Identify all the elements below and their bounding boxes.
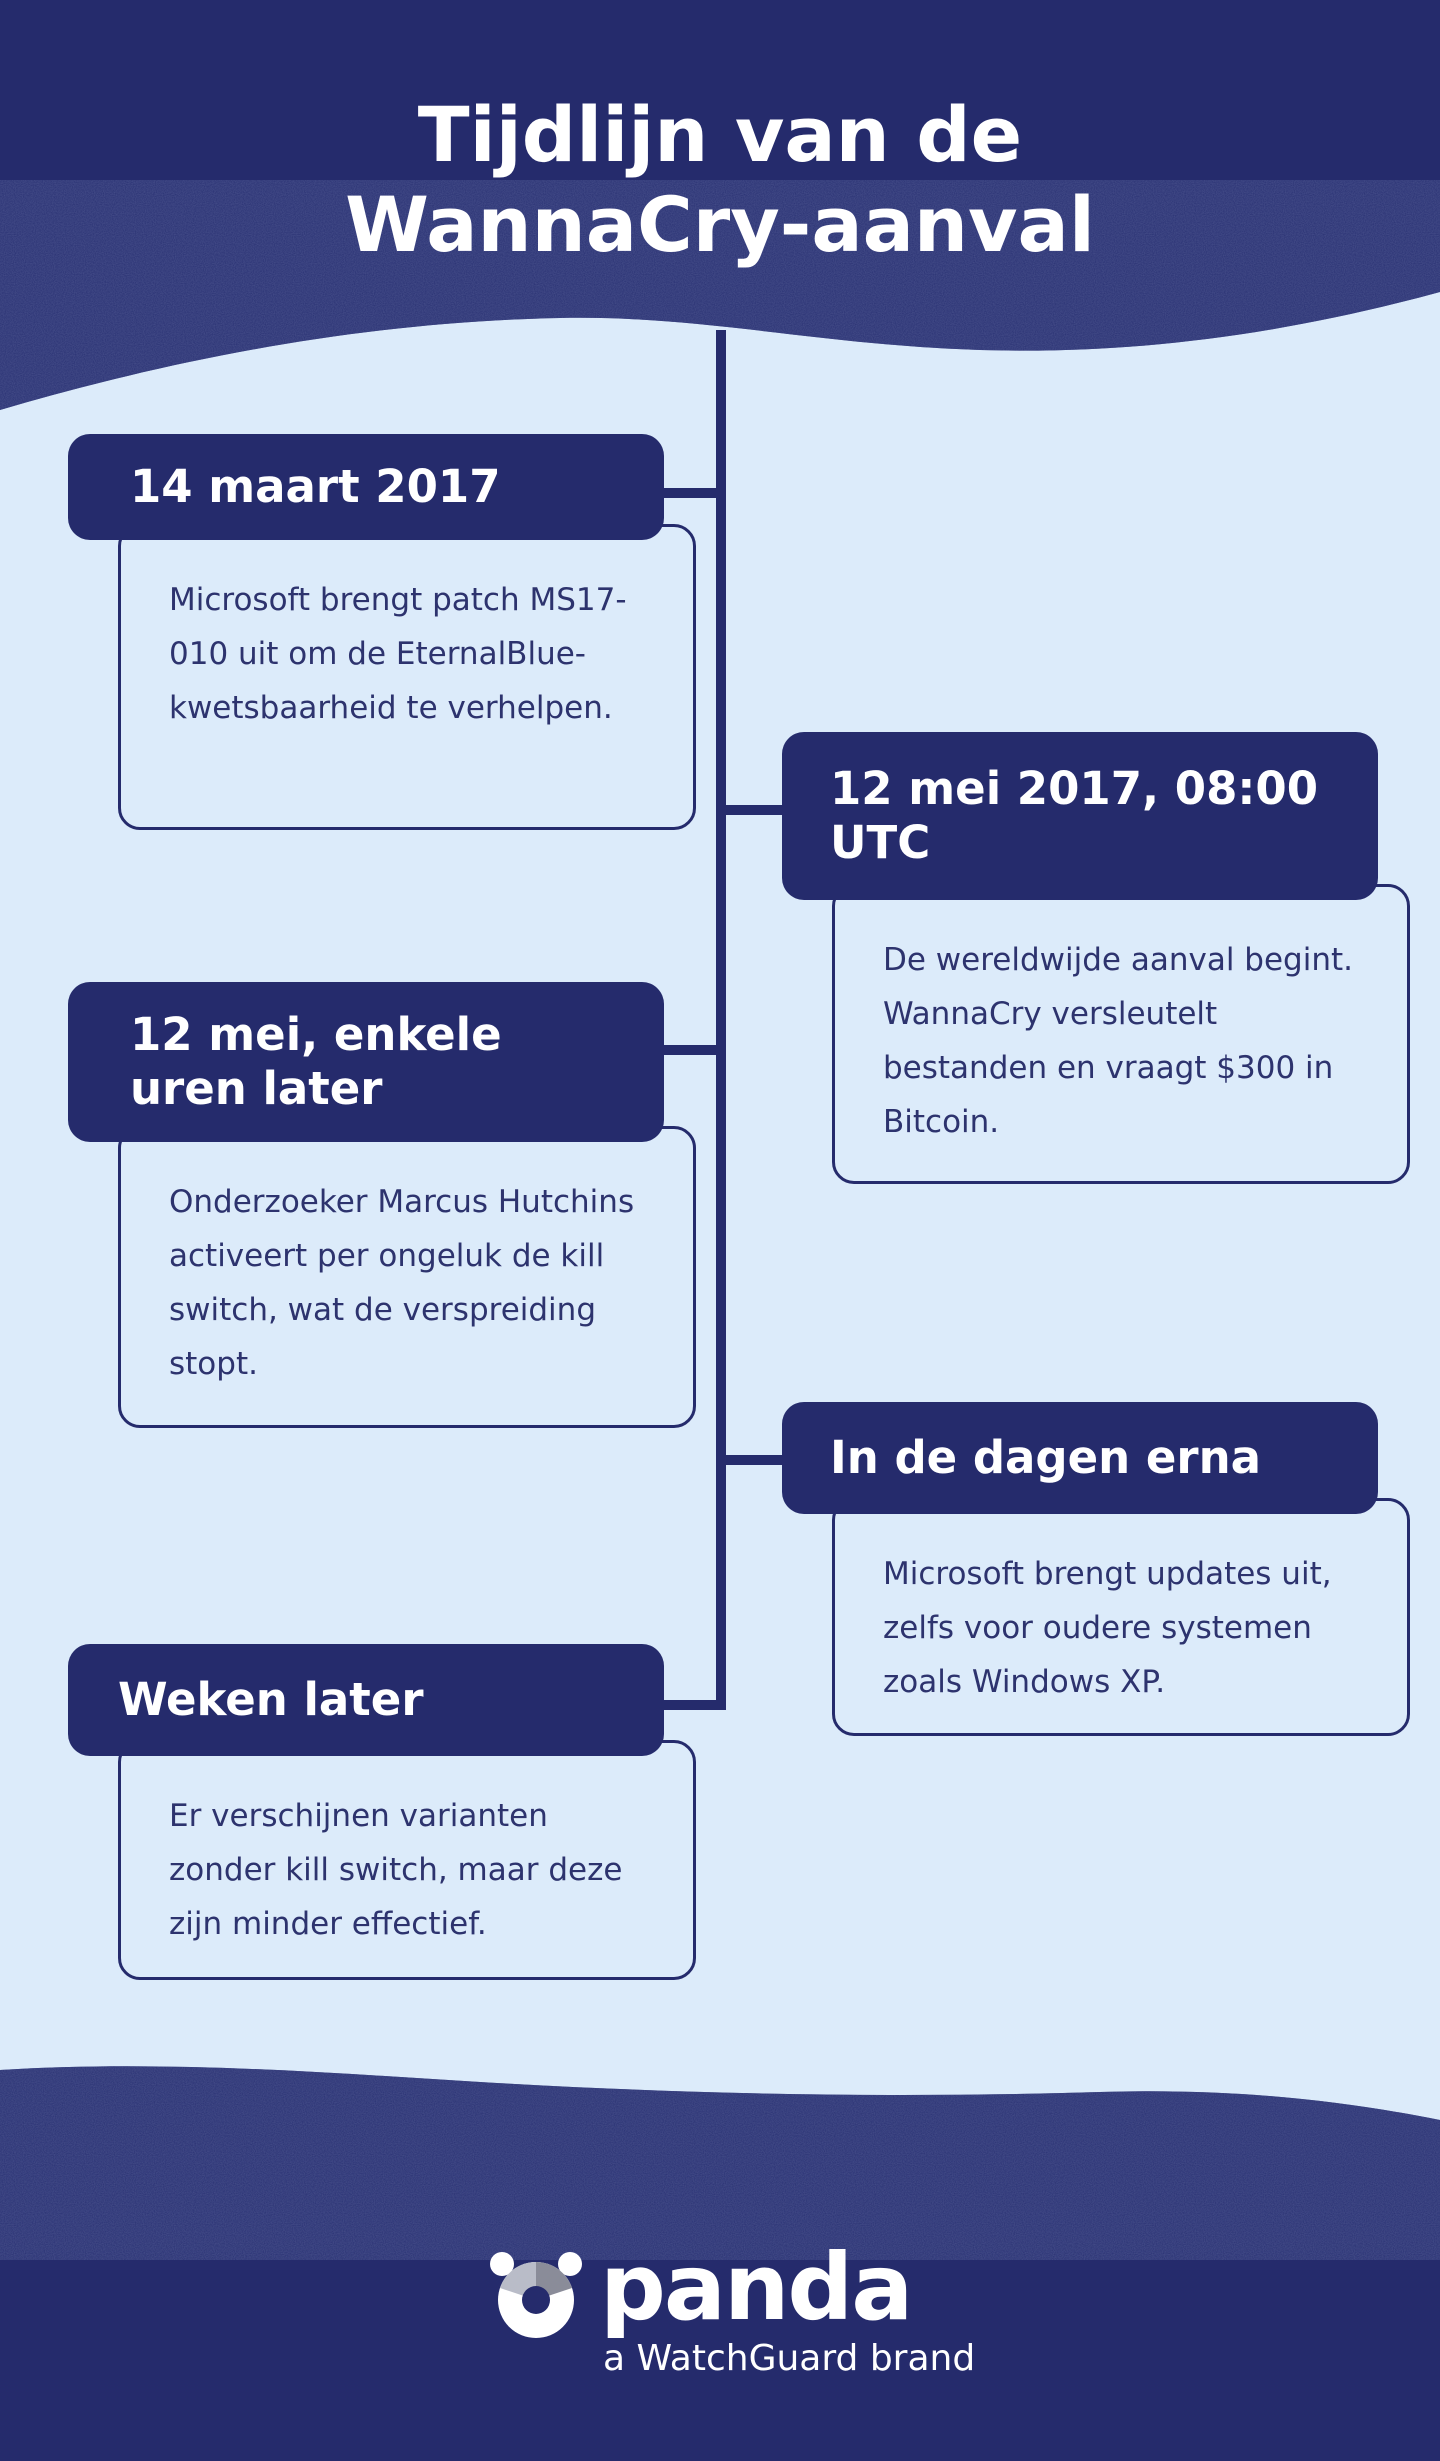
event-date-1	[68, 434, 664, 540]
event-card-4	[832, 1498, 1410, 1736]
page-title-line-2: WannaCry-aanval	[345, 180, 1095, 269]
event-date-4	[782, 1402, 1378, 1514]
event-description: Microsoft brengt updates uit, zelfs voor oudere systemen zoals Windows XP.	[883, 1556, 1332, 1700]
panda-logo-icon	[488, 2248, 584, 2344]
page-title	[0, 90, 1440, 270]
event-card-2	[832, 884, 1410, 1184]
event-card-5	[118, 1740, 696, 1980]
connector-1	[660, 488, 726, 498]
event-description: Onderzoeker Marcus Hutchins activeert per ongeluk de kill switch, wat de verspreiding stopt.	[169, 1184, 635, 1382]
connector-4	[716, 1455, 782, 1465]
connector-2	[716, 805, 782, 815]
event-date-label: 14 maart 2017	[130, 460, 501, 513]
event-date-label: Weken later	[118, 1673, 424, 1726]
event-description: De wereldwijde aanval begint. WannaCry versleutelt bestanden en vraagt $300 in Bitcoin.	[883, 942, 1353, 1140]
page-title-line-1: Tijdlijn van de	[417, 90, 1023, 179]
connector-5	[660, 1700, 726, 1710]
event-date-2	[782, 732, 1378, 900]
event-description: Er verschijnen varianten zonder kill switch, maar deze zijn minder effectief.	[169, 1798, 623, 1942]
event-date-label: In de dagen erna	[830, 1431, 1261, 1484]
event-date-3	[68, 982, 664, 1142]
event-description: Microsoft brengt patch MS17-010 uit om de EternalBlue-kwetsbaarheid te verhelpen.	[169, 582, 627, 726]
event-card-3	[118, 1126, 696, 1428]
event-date-label: 12 mei, enkele uren later	[130, 1008, 502, 1115]
event-date-5	[68, 1644, 664, 1756]
brand-tagline: a WatchGuard brand	[603, 2338, 976, 2379]
event-card-1	[118, 524, 696, 830]
event-date-label: 12 mei 2017, 08:00 UTC	[830, 762, 1319, 869]
connector-3	[660, 1045, 726, 1055]
timeline-spine	[716, 330, 726, 1710]
brand-name: panda	[600, 2234, 912, 2341]
